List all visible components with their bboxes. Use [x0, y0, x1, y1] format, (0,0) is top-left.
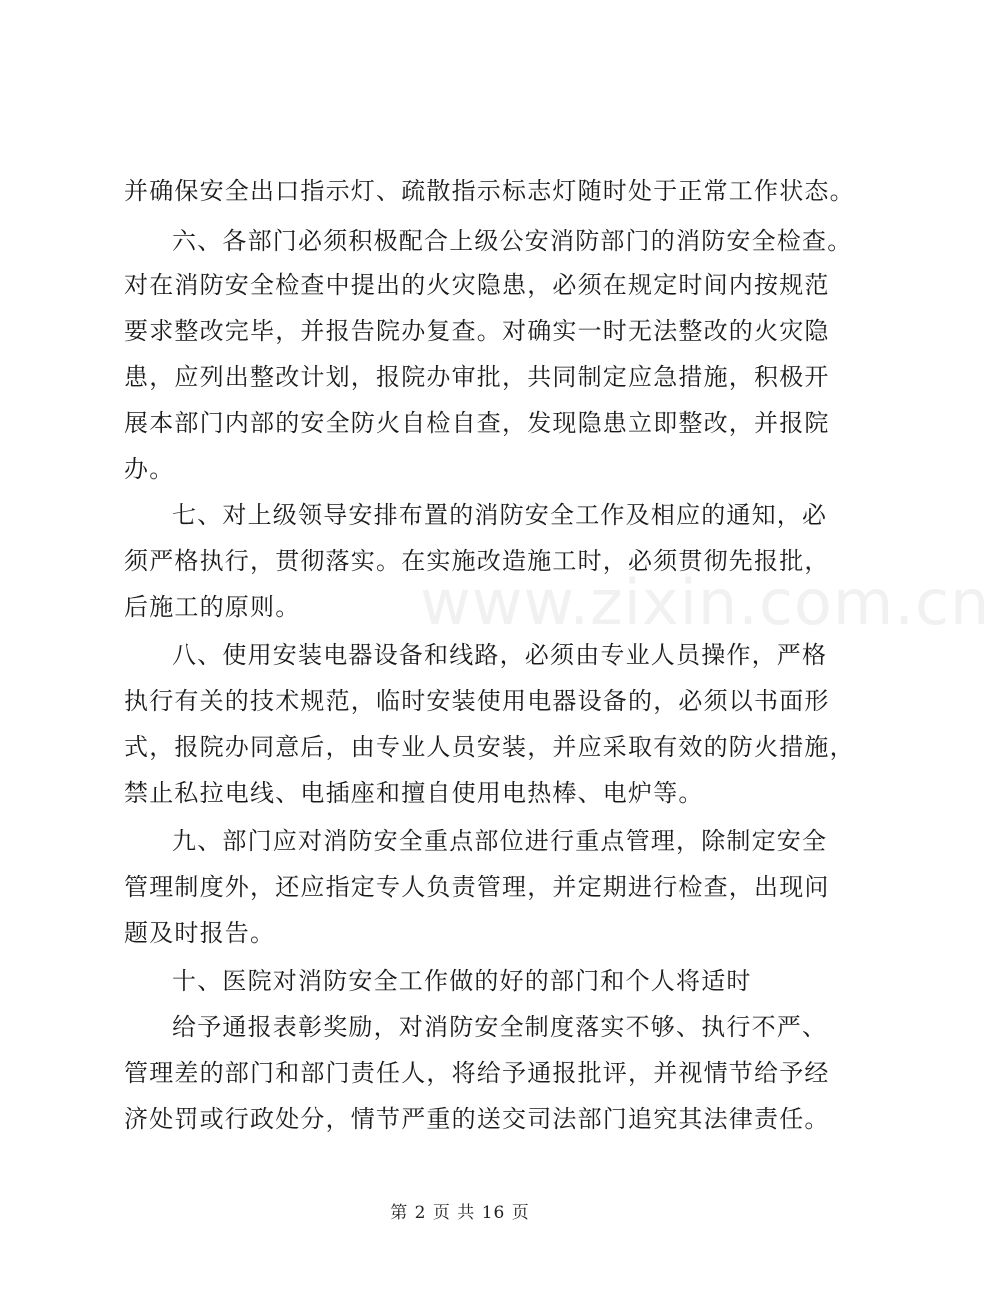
page-footer: 第 2 页 共 16 页	[390, 1203, 530, 1223]
text-line-13: 式，报院办同意后，由专业人员安装，并应采取有效的防火措施，	[124, 733, 855, 761]
text-line-3: 对在消防安全检查中提出的火灾隐患，必须在规定时间内按规范	[124, 271, 830, 299]
text-line-7: 办。	[124, 455, 175, 483]
watermark: www.zixin.com.cn	[420, 566, 990, 639]
text-line-9: 须严格执行，贯彻落实。在实施改造施工时，必须贯彻先报批，	[124, 547, 830, 575]
text-line-16: 管理制度外，还应指定专人负责管理，并定期进行检查，出现问	[124, 873, 830, 901]
text-line-11: 八、使用安装电器设备和线路，必须由专业人员操作，严格	[172, 641, 828, 669]
text-line-17: 题及时报告。	[124, 919, 276, 947]
text-line-5: 患，应列出整改计划，报院办审批，共同制定应急措施，积极开	[124, 363, 830, 391]
text-line-15: 九、部门应对消防安全重点部位进行重点管理，除制定安全	[172, 827, 828, 855]
text-line-2: 六、各部门必须积极配合上级公安消防部门的消防安全检查。	[172, 227, 853, 255]
text-line-8: 七、对上级领导安排布置的消防安全工作及相应的通知，必	[172, 501, 828, 529]
text-line-1: 并确保安全出口指示灯、疏散指示标志灯随时处于正常工作状态。	[124, 177, 855, 205]
text-line-21: 济处罚或行政处分，情节严重的送交司法部门追究其法律责任。	[124, 1105, 830, 1133]
text-line-19: 给予通报表彰奖励，对消防安全制度落实不够、执行不严、	[172, 1013, 828, 1041]
text-line-14: 禁止私拉电线、电插座和擅自使用电热棒、电炉等。	[124, 779, 704, 807]
text-line-18: 十、医院对消防安全工作做的好的部门和个人将适时	[172, 967, 752, 995]
text-line-12: 执行有关的技术规范，临时安装使用电器设备的，必须以书面形	[124, 687, 830, 715]
text-line-6: 展本部门内部的安全防火自检自查，发现隐患立即整改，并报院	[124, 409, 830, 437]
text-line-20: 管理差的部门和部门责任人，将给予通报批评，并视情节给予经	[124, 1059, 830, 1087]
text-line-4: 要求整改完毕，并报告院办复查。对确实一时无法整改的火灾隐	[124, 317, 830, 345]
text-line-10: 后施工的原则。	[124, 593, 301, 621]
